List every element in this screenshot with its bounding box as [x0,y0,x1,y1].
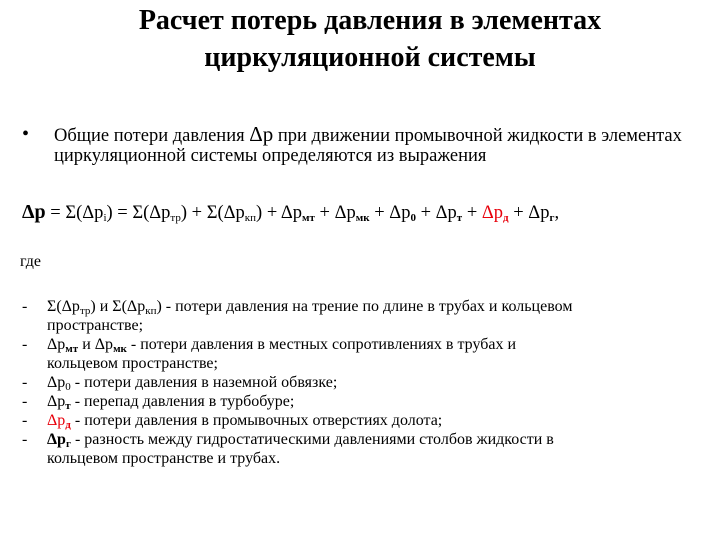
definition-term: Δр [47,431,66,448]
definition-term: Σ(Δр [47,298,80,315]
formula-part: ) + Σ(Δр [180,203,245,223]
bullet-text [54,124,702,166]
definition-sub: мт [65,343,79,355]
formula-sub: кп [244,212,257,224]
definition-term: Δр [47,336,66,353]
formula-part: , [554,203,560,223]
formula-sub: 0 [410,212,416,224]
definition-text: ) - потери давления на трение по длине в трубах и кольцевом [156,298,573,315]
definition-sub: кп [145,305,157,317]
formula-sub: т [456,212,463,224]
formula-part: + Δр [314,203,356,223]
formula-sub: i [103,212,107,224]
definition-term: Δр [47,374,66,391]
bullet-marker: • [22,123,30,145]
definition-continuation: кольцевом пространстве; [47,355,218,372]
definition-item [22,411,702,430]
definition-dash: - [22,412,28,429]
definition-text: - разность между гидростатическими давлениями столбов жидкости в [70,431,554,448]
definition-dash: - [22,336,28,353]
definition-sub: мк [113,343,127,355]
where-label: где [20,253,42,270]
definition-dash: - [22,374,28,391]
slide-title [60,2,680,76]
formula-red-sub: д [503,212,509,224]
definition-text: - потери давления в промывочных отверстиях долота; [70,412,443,429]
definition-item [22,335,702,373]
definition-dash: - [22,431,28,448]
definition-continuation: кольцевом пространстве и трубах. [47,450,281,467]
formula-lhs: Δр [22,201,46,223]
title-line-2: циркуляционной системы [204,42,536,73]
definition-red-sub: д [65,419,71,431]
formula-part: + Δр [415,203,457,223]
formula-sub: г [549,212,555,224]
definition-term: Δр [47,393,66,410]
bullet-paragraph [22,124,702,166]
definition-text: - перепад давления в турбобуре; [70,393,295,410]
definition-red-term: Δр [47,412,66,429]
definition-dash: - [22,393,28,410]
definition-item [22,297,702,335]
formula-part: ) + Δр [256,203,303,223]
formula-part: + Δр [369,203,411,223]
definition-sub: т [65,400,71,412]
definition-term: ) и Σ(Δр [90,298,146,315]
definition-term: и Δр [78,336,114,353]
definitions-list [22,297,702,468]
formula-part: + Δр [508,203,550,223]
formula-sub: тр [170,212,181,224]
formula-red-term: Δр [481,203,504,223]
formula-part: ) = Σ(Δр [106,203,171,223]
formula-sub: мк [355,212,370,224]
definition-sub: 0 [65,381,71,393]
bullet-text-b: при движении промывочной жидкости в элементах циркуляционной системы определяются из выражения [54,126,682,166]
definition-item [22,373,702,392]
pressure-formula [22,201,712,224]
bullet-symbol: Δр [249,122,274,146]
formula-part: + [462,203,482,223]
bullet-text-a: Общие потери давления [54,126,250,146]
definition-text: - потери давления в наземной обвязке; [70,374,338,391]
definition-sub: тр [79,305,91,317]
definition-dash: - [22,298,28,315]
definition-item [22,392,702,411]
formula-sub: мт [302,212,315,224]
formula-part: = Σ(Δр [45,203,104,223]
definition-item [22,430,702,468]
definition-sub: г [65,438,71,450]
definition-text: - потери давления в местных сопротивлениях в трубах и [126,336,517,353]
definition-continuation: пространстве; [47,317,144,334]
title-line-1: Расчет потерь давления в элементах [138,5,602,36]
